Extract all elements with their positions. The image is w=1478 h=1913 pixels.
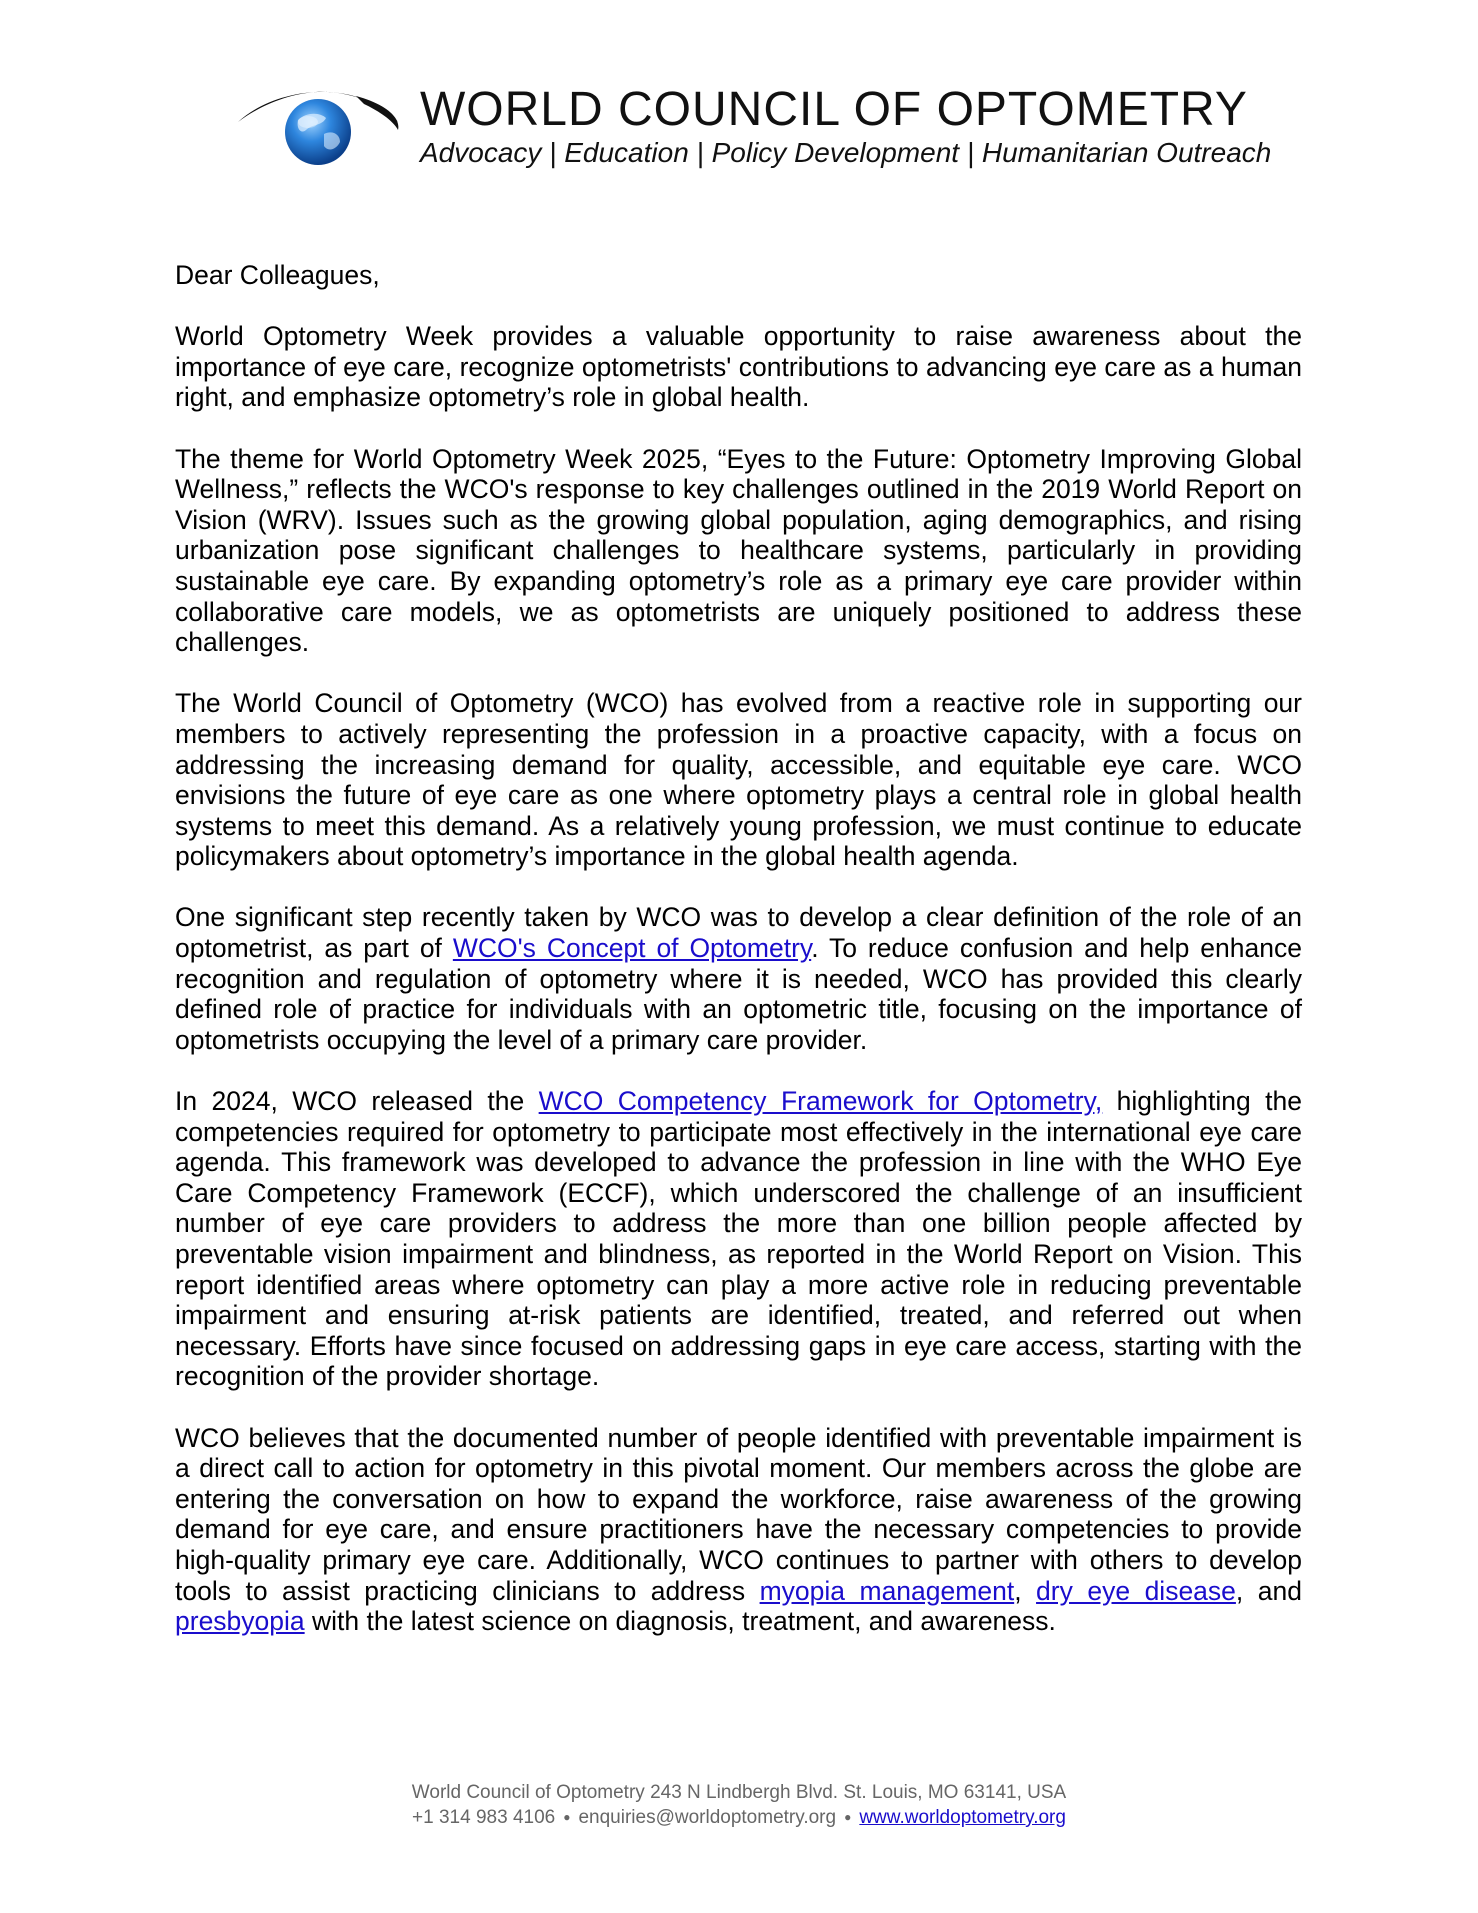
paragraph-6-separator-1: , xyxy=(1014,1575,1037,1606)
bullet-separator-1: ● xyxy=(563,1810,571,1825)
paragraph-6 xyxy=(175,1423,1302,1637)
paragraph-6-text-before: WCO believes that the documented number of people identified with preventable impairment is a direct call to action for optometry in this pivotal moment. Our members across the globe are entering the conversation on how to expand the workforce, raise awareness of the growing demand for eye care, and ensure practitioners have the necessary competencies to provide high-quality primary eye care. Additionally, WCO continues to partner with others to develop tools to assist practicing clinicians to address xyxy=(175,1422,1302,1606)
paragraph-6-text-after: with the latest science on diagnosis, treatment, and awareness. xyxy=(304,1606,1056,1637)
paragraph-5-text-before: In 2024, WCO released the xyxy=(175,1086,539,1117)
myopia-management-link[interactable]: myopia management xyxy=(759,1575,1015,1606)
dry-eye-disease-link[interactable]: dry eye disease xyxy=(1036,1575,1236,1606)
org-tagline: Advocacy | Education | Policy Development | Humanitarian Outreach xyxy=(420,137,1272,168)
paragraph-2: The theme for World Optometry Week 2025, “Eyes to the Future: Optometry Improving Global Wellness,” reflects the WCO's response to key challenges outlined in the 2019 World Report on Vision (WRV). Issues such as the growing global population, aging demographics, and rising urbanization pose significant challenges to healthcare systems, particularly in providing sustainable eye care. By expanding optometry’s role as a primary eye care provider within collaborative care models, we as optometrists are uniquely positioned to address these challenges. xyxy=(175,443,1302,658)
bullet-separator-2: ● xyxy=(844,1810,852,1825)
paragraph-4-text-before: One significant step recently taken by WCO was to develop a clear definition of the role of an optometrist, as part of xyxy=(175,902,1302,964)
letter-body xyxy=(175,260,1302,1667)
footer-phone: +1 314 983 4106 xyxy=(412,1807,556,1828)
presbyopia-link[interactable]: presbyopia xyxy=(175,1606,305,1637)
paragraph-4 xyxy=(175,902,1302,1055)
footer-contact xyxy=(0,1805,1478,1830)
competency-framework-link[interactable]: WCO Competency Framework for Optometry, xyxy=(538,1086,1103,1117)
paragraph-5-text-after: highlighting the competencies required for optometry to participate most effectively in the international eye care agenda. This framework was developed to advance the profession in line with the WHO Eye Care Competency Framework (ECCF), which underscored the challenge of an insufficient number of eye care providers to address the more than one billion people affected by preventable vision impairment and blindness, as reported in the World Report on Vision. This report identified areas where optometry can play a more active role in reducing preventable impairment and ensuring at-risk patients are identified, treated, and referred out when necessary. Efforts have since focused on addressing gaps in eye care access, starting with the recognition of the provider shortage. xyxy=(175,1086,1302,1392)
paragraph-6-separator-2: , and xyxy=(1235,1575,1302,1606)
eye-globe-logo xyxy=(236,82,406,172)
footer xyxy=(0,1780,1478,1830)
footer-website-link[interactable]: www.worldoptometry.org xyxy=(859,1807,1066,1828)
footer-email: enquiries@worldoptometry.org xyxy=(578,1807,837,1828)
letterhead xyxy=(236,82,1272,182)
org-name: WORLD COUNCIL OF OPTOMETRY xyxy=(420,83,1248,136)
paragraph-1: World Optometry Week provides a valuable opportunity to raise awareness about the importance of eye care, recognize optometrists' contributions to advancing eye care as a human right, and emphasize optometry’s role in global health. xyxy=(175,321,1302,413)
paragraph-3: The World Council of Optometry (WCO) has evolved from a reactive role in supporting our members to actively representing the profession in a proactive capacity, with a focus on addressing the increasing demand for quality, accessible, and equitable eye care. WCO envisions the future of eye care as one where optometry plays a central role in global health systems to meet this demand. As a relatively young profession, we must continue to educate policymakers about optometry’s importance in the global health agenda. xyxy=(175,688,1302,872)
paragraph-4-text-after: . To reduce confusion and help enhance recognition and regulation of optometry where it is needed, WCO has provided this clearly defined role of practice for individuals with an optometric title, focusing on the importance of optometrists occupying the level of a primary care provider. xyxy=(175,933,1302,1055)
concept-of-optometry-link[interactable]: WCO's Concept of Optometry xyxy=(452,933,812,964)
footer-address: World Council of Optometry 243 N Lindbergh Blvd. St. Louis, MO 63141, USA xyxy=(411,1782,1067,1803)
salutation: Dear Colleagues, xyxy=(175,260,380,290)
paragraph-5 xyxy=(175,1086,1302,1392)
